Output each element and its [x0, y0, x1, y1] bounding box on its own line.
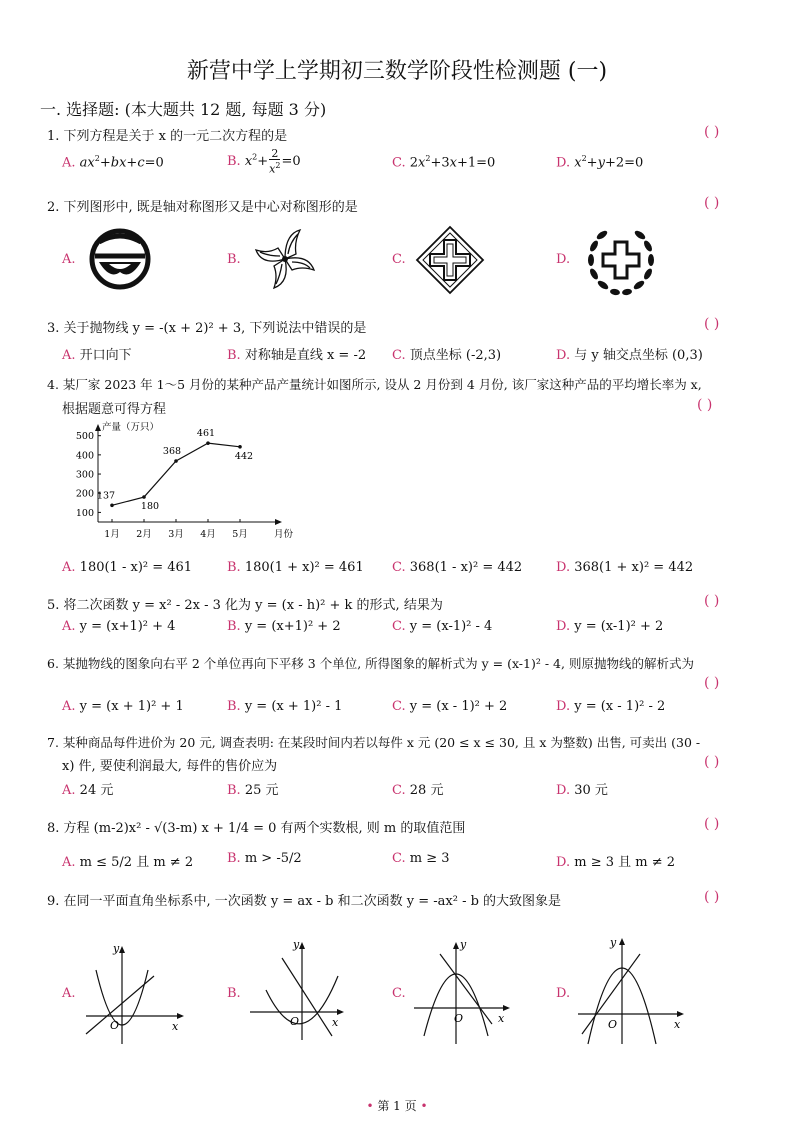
- q2-option-b-label[interactable]: B.: [227, 252, 241, 267]
- svg-text:O: O: [608, 1018, 618, 1031]
- q7-option-c[interactable]: C. 28 元: [392, 783, 444, 798]
- q1-option-a[interactable]: A. $ax^2+bx+c=0$: [62, 154, 164, 171]
- x-tick-label: 4月: [200, 529, 216, 540]
- q2-answer-blank: ( ): [704, 195, 720, 211]
- q9-option-c-label[interactable]: C.: [392, 986, 406, 1001]
- data-label: 461: [196, 428, 216, 440]
- x-axis-label: 月份: [274, 529, 294, 540]
- data-point: [206, 441, 210, 445]
- q9-graph-c[interactable]: [410, 936, 520, 1048]
- q1-option-d[interactable]: D. $x^2+y+2=0$: [556, 154, 644, 171]
- q2-option-c-label[interactable]: C.: [392, 252, 406, 267]
- q3-option-c[interactable]: C. 顶点坐标 (-2,3): [392, 348, 502, 363]
- section-heading: 一. 选择题: (本大题共 12 题, 每题 3 分): [40, 100, 327, 119]
- q8-answer-blank: ( ): [704, 816, 720, 832]
- page-footer: • 第 1 页 •: [366, 1099, 428, 1113]
- origin-label: O: [110, 1019, 120, 1032]
- page-title: 新营中学上学期初三数学阶段性检测题 (一): [186, 59, 608, 84]
- q9-graph-a[interactable]: [80, 940, 188, 1048]
- q8-option-a[interactable]: A. m ≤ 5/2 且 m ≠ 2: [62, 855, 194, 870]
- q4-stem-line1: 4. 某厂家 2023 年 1～5 月份的某种产品产量统计如图所示, 设从 2 月份到 4 月份, 该厂家这种产品的平均增长率为 x,: [47, 377, 702, 392]
- q4-option-c[interactable]: C. 368(1 - x)² = 442: [392, 560, 523, 575]
- x-tick-label: 3月: [168, 529, 184, 540]
- data-label: 180: [140, 501, 160, 513]
- q2-option-a-label[interactable]: A.: [62, 252, 76, 267]
- q3-stem: 3. 关于抛物线 y = -(x + 2)² + 3, 下列说法中错误的是: [47, 321, 367, 336]
- q8-stem: 8. 方程 (m-2)x² - √(3-m) x + 1/4 = 0 有两个实数根, 则 m 的取值范围: [47, 821, 466, 836]
- svg-text:y: y: [610, 936, 617, 949]
- q6-option-d[interactable]: D. y = (x - 1)² - 2: [556, 699, 666, 714]
- pinwheel-icon[interactable]: [250, 224, 320, 294]
- q9-answer-blank: ( ): [704, 889, 720, 905]
- q7-answer-blank: ( ): [704, 754, 720, 770]
- q9-graph-b[interactable]: [246, 936, 354, 1046]
- y-tick-label: 400: [75, 450, 94, 462]
- q4-option-d[interactable]: D. 368(1 + x)² = 442: [556, 560, 694, 575]
- q7-stem-line1: 7. 某种商品每件进价为 20 元, 调查表明: 在某段时间内若以每件 x 元 (20 ≤ x ≤ 30, 且 x 为整数) 出售, 可卖出 (30 -: [47, 735, 701, 750]
- q8-option-b[interactable]: B. m > -5/2: [227, 851, 302, 866]
- data-point: [238, 445, 242, 449]
- q8-option-c[interactable]: C. m ≥ 3: [392, 851, 450, 866]
- q6-option-c[interactable]: C. y = (x - 1)² + 2: [392, 699, 508, 714]
- q3-option-d[interactable]: D. 与 y 轴交点坐标 (0,3): [556, 348, 703, 363]
- data-point: [142, 495, 146, 499]
- data-point: [174, 459, 178, 463]
- x-tick-label: 1月: [104, 529, 120, 540]
- q3-option-b[interactable]: B. 对称轴是直线 x = -2: [227, 348, 367, 363]
- q4-stem-line2: 根据题意可得方程: [62, 402, 167, 417]
- q3-option-a[interactable]: A. 开口向下: [62, 348, 132, 363]
- svg-text:x: x: [674, 1018, 681, 1031]
- axis-x-label: x: [172, 1020, 179, 1033]
- svg-text:O: O: [290, 1015, 300, 1028]
- svg-text:x: x: [332, 1016, 339, 1029]
- q9-option-b-label[interactable]: B.: [227, 986, 241, 1001]
- q8-option-d[interactable]: D. m ≥ 3 且 m ≠ 2: [556, 855, 676, 870]
- q6-option-a[interactable]: A. y = (x + 1)² + 1: [62, 699, 184, 714]
- q5-option-c[interactable]: C. y = (x-1)² - 4: [392, 619, 493, 634]
- q7-option-a[interactable]: A. 24 元: [62, 783, 114, 798]
- axis-y-label: y: [113, 942, 120, 955]
- page-number: 第 1 页: [377, 1099, 417, 1113]
- q5-option-a[interactable]: A. y = (x+1)² + 4: [62, 619, 176, 634]
- q9-graph-d[interactable]: [574, 932, 690, 1050]
- q2-stem: 2. 下列图形中, 既是轴对称图形又是中心对称图形的是: [47, 200, 358, 215]
- q9-option-a-label[interactable]: A.: [62, 986, 76, 1001]
- wreath-cross-icon[interactable]: [581, 222, 661, 298]
- q4-option-a[interactable]: A. 180(1 - x)² = 461: [62, 560, 193, 575]
- q9-option-d-label[interactable]: D.: [556, 986, 571, 1001]
- y-tick-label: 200: [75, 488, 94, 500]
- q6-answer-blank: ( ): [704, 675, 720, 691]
- q2-option-d-label[interactable]: D.: [556, 252, 571, 267]
- data-label: 368: [162, 445, 182, 457]
- svg-text:x: x: [498, 1012, 505, 1025]
- y-tick-label: 100: [75, 507, 94, 519]
- q1-answer-blank: ( ): [704, 124, 720, 140]
- q5-answer-blank: ( ): [704, 593, 720, 609]
- y-tick-label: 300: [75, 469, 94, 481]
- q6-stem: 6. 某抛物线的图象向右平 2 个单位再向下平移 3 个单位, 所得图象的解析式为 y = (x-1)² - 4, 则原抛物线的解析式为: [47, 656, 694, 671]
- data-label: 442: [234, 450, 254, 462]
- y-tick-label: 500: [75, 431, 94, 443]
- q7-stem-line2: x) 件, 要使利润最大, 每件的售价应为: [62, 759, 278, 774]
- q3-answer-blank: ( ): [704, 316, 720, 332]
- x-tick-label: 2月: [136, 529, 152, 540]
- x-tick-label: 5月: [232, 529, 248, 540]
- production-line-chart: [62, 418, 302, 546]
- y-axis-arrow: [95, 424, 101, 431]
- q7-option-b[interactable]: B. 25 元: [227, 783, 279, 798]
- x-axis-arrow: [275, 519, 282, 525]
- circle-emblem-icon[interactable]: [85, 226, 155, 292]
- y-axis-label: 产量（万只）: [102, 422, 160, 433]
- q5-option-d[interactable]: D. y = (x-1)² + 2: [556, 619, 664, 634]
- q1-option-b[interactable]: B. $x^2+$ $\frac{2}{x^2}$ =0: [227, 147, 301, 176]
- q6-option-b[interactable]: B. y = (x + 1)² - 1: [227, 699, 343, 714]
- q4-option-b[interactable]: B. 180(1 + x)² = 461: [227, 560, 364, 575]
- data-label: 137: [96, 490, 116, 502]
- cross-tile-icon[interactable]: [414, 224, 486, 296]
- q7-option-d[interactable]: D. 30 元: [556, 783, 608, 798]
- svg-text:y: y: [460, 938, 467, 951]
- svg-text:O: O: [454, 1012, 464, 1025]
- q5-stem: 5. 将二次函数 y = x² - 2x - 3 化为 y = (x - h)² + k 的形式, 结果为: [47, 598, 443, 613]
- q5-option-b[interactable]: B. y = (x+1)² + 2: [227, 619, 341, 634]
- q1-option-c[interactable]: C. $2x^2+3x+1=0$: [392, 154, 496, 171]
- q9-stem: 9. 在同一平面直角坐标系中, 一次函数 y = ax - b 和二次函数 y = -ax² - b 的大致图象是: [47, 894, 562, 909]
- svg-text:y: y: [293, 938, 300, 951]
- data-point: [110, 504, 114, 508]
- q4-answer-blank: ( ): [697, 397, 713, 413]
- q1-stem: 1. 下列方程是关于 x 的一元二次方程的是: [47, 129, 288, 144]
